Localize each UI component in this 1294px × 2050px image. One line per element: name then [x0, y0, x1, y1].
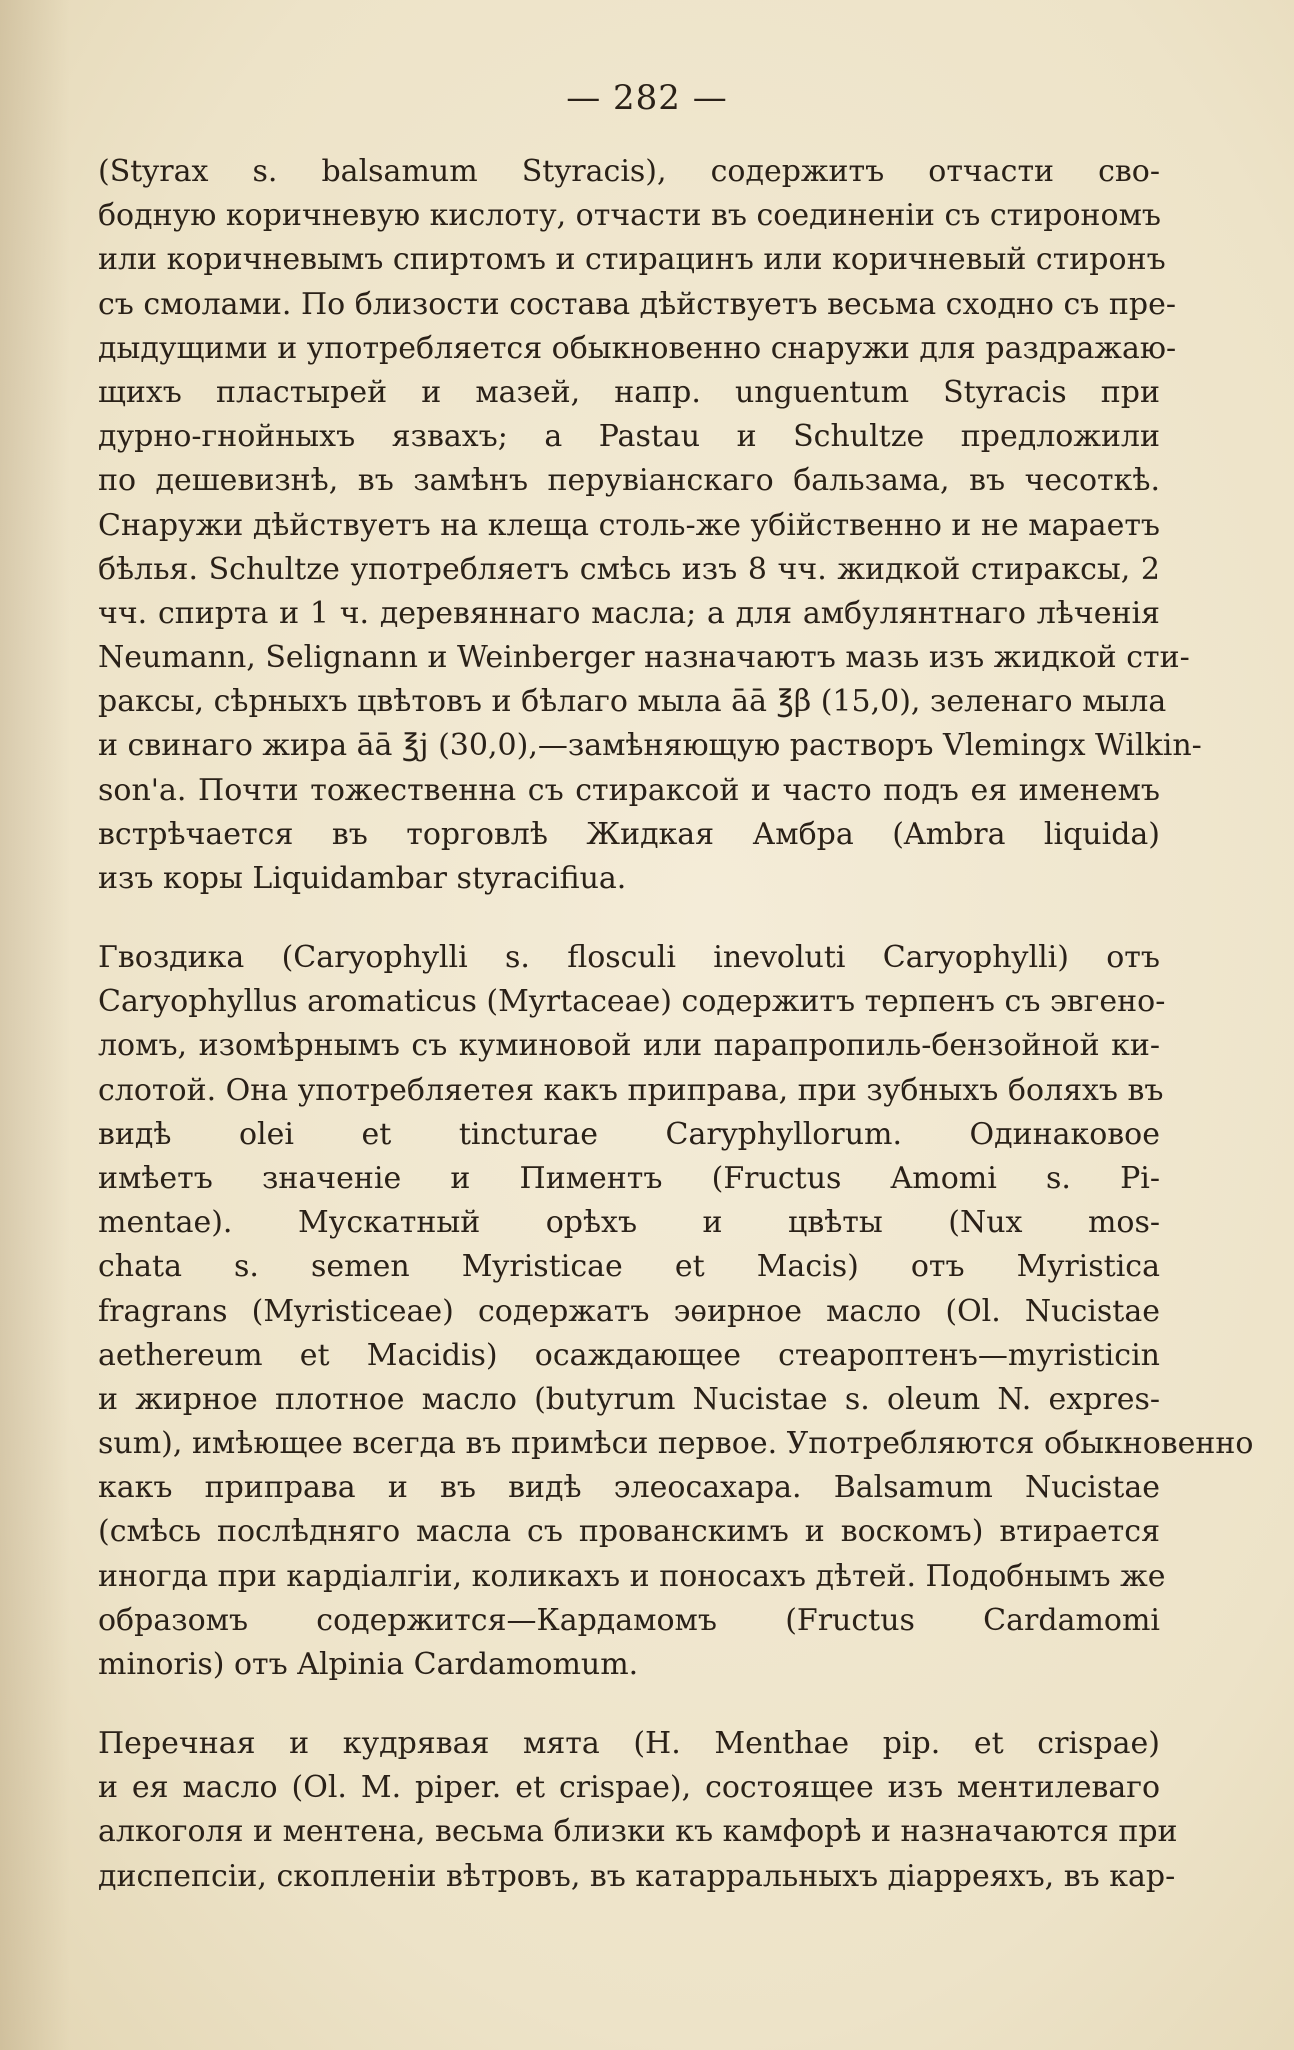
paragraph-styrax	[98, 150, 1202, 901]
text-line: Гвоздика (Caryophylli s. flosculi inevoluti Caryophylli) отъ	[98, 940, 1160, 975]
text-line: алкоголя и ментена, весьма близки къ камфорѣ и назначаются при	[98, 1814, 1178, 1850]
text-line: имѣетъ значенiе и Пиментъ (Fructus Amomi s. Pi-	[98, 1160, 1160, 1196]
text-line: по дешевизнѣ, въ замѣнъ перувiанскаго бальзама, въ чесоткѣ.	[98, 463, 1160, 499]
page-gutter-shadow	[0, 0, 70, 2050]
text-line: (смѣсь послѣдняго масла съ прованскимъ и воскомъ) втирается	[98, 1514, 1160, 1550]
text-line: чч. спирта и 1 ч. деревяннаго масла; а для амбулянтнаго лѣченiя	[98, 595, 1160, 631]
text-line: Перечная и кудрявая мята (H. Menthae pip. et crispae)	[98, 1726, 1160, 1761]
text-line: бодную коричневую кислоту, отчасти въ соединенiи съ стирономъ	[98, 198, 1162, 234]
text-line: aethereum et Macidis) осаждающее стеароптенъ—myristicin	[98, 1337, 1160, 1373]
paragraph-gvozdika	[98, 936, 1254, 1687]
text-line: слотой. Она употребляетея какъ приправа, при зубныхъ боляхъ въ	[98, 1072, 1164, 1108]
text-line: видѣ olei et tincturae Caryphyllorum. Одинаковое	[98, 1116, 1160, 1152]
text-line: ломъ, изомѣрнымъ съ куминовой или парапропиль-бензойной ки-	[98, 1028, 1160, 1064]
page-number: — 282 —	[566, 78, 728, 118]
text-line: дурно-гнойныхъ язвахъ; а Pastau и Schultze предложили	[98, 419, 1160, 455]
text-line: и свинаго жира āā ℥j (30,0),—замѣняющую растворъ Vlemingx Wilkin-	[98, 728, 1202, 764]
text-line: раксы, сѣрныхъ цвѣтовъ и бѣлаго мыла āā ℥β (15,0), зеленаго мыла	[98, 684, 1167, 720]
text-line: и жирное плотное масло (butyrum Nucistae s. oleum N. expres-	[98, 1381, 1160, 1417]
text-line: sum), имѣющее всегда въ примѣси первое. Употребляются обыкновенно	[98, 1426, 1254, 1462]
text-line: или коричневымъ спиртомъ и стирацинъ или коричневый стиронъ	[98, 242, 1166, 278]
text-line: встрѣчается въ торговлѣ Жидкая Амбра (Ambra liquida)	[98, 816, 1160, 852]
text-line: Снаружи дѣйствуетъ на клеща столь-же убiйственно и не мараетъ	[98, 507, 1160, 543]
text-line: mentae). Мускатный орѣхъ и цвѣты (Nux mos-	[98, 1205, 1160, 1241]
text-line: образомъ содержится—Кардамомъ (Fructus Cardamomi	[98, 1602, 1160, 1638]
text-line: диспепсiи, скопленiи вѣтровъ, въ катарральныхъ дiарреяхъ, въ кар-	[98, 1858, 1176, 1894]
text-line: minoris) отъ Alpinia Cardamomum.	[98, 1647, 639, 1682]
text-line: съ смолами. По близости состава дѣйствуетъ весьма сходно съ пре-	[98, 286, 1177, 322]
text-line: щихъ пластырей и мазей, напр. unguentum Styracis при	[98, 374, 1160, 410]
text-line: (Styrax s. balsamum Styracis), содержитъ отчасти сво-	[98, 154, 1160, 189]
text-line: chata s. semen Myristicae et Macis) отъ Myristica	[98, 1249, 1160, 1285]
text-line: Neumann, Selignann и Weinberger назначаютъ мазь изъ жидкой сти-	[98, 640, 1190, 676]
text-line: son'a. Почти тожественна съ стираксой и часто подъ ея именемъ	[98, 772, 1160, 808]
text-line: дыдущими и употребляется обыкновенно снаружи для раздражаю-	[98, 330, 1177, 366]
paragraph-myata	[98, 1722, 1178, 1899]
text-line: изъ коры Liquidambar styracifiua.	[98, 861, 627, 896]
text-line: бѣлья. Schultze употребляетъ смѣсь изъ 8 чч. жидкой стираксы, 2	[98, 551, 1160, 587]
text-line: иногда при кардiалгiи, коликахъ и поносахъ дѣтей. Подобнымъ же	[98, 1558, 1166, 1594]
text-line: fragrans (Myristiceae) содержатъ эѳирное масло (Ol. Nucistae	[98, 1293, 1160, 1329]
text-line: и ея масло (Ol. M. piper. et crispae), состоящее изъ ментилеваго	[98, 1770, 1160, 1806]
text-line: Caryophyllus aromaticus (Myrtaceae) содержитъ терпенъ съ эвгено-	[98, 984, 1166, 1020]
text-line: какъ приправа и въ видѣ элеосахара. Balsamum Nucistae	[98, 1470, 1160, 1506]
